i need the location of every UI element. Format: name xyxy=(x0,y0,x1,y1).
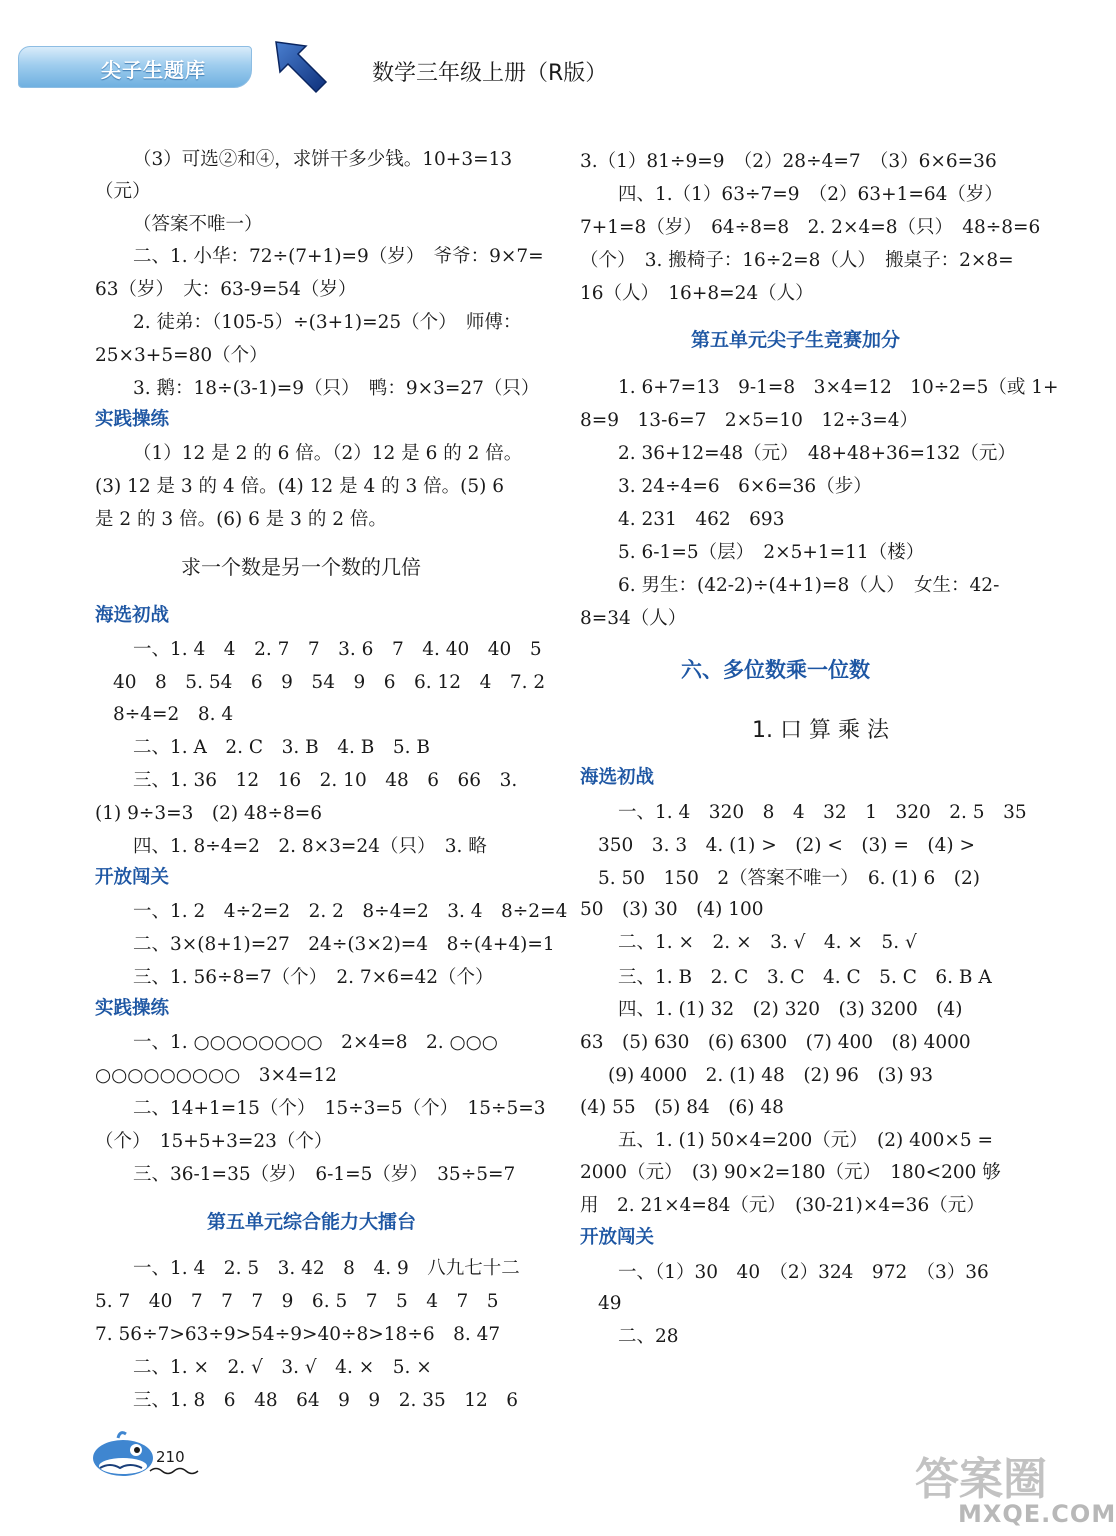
section-heading-practice: 实践操练 xyxy=(95,998,170,1019)
section-heading-practice: 实践操练 xyxy=(95,409,170,430)
answer-line: 三、1. 36 12 16 2. 10 48 6 66 3. xyxy=(133,770,518,791)
answer-line: 三、36-1=35（岁） 6-1=5（岁） 35÷5=7 xyxy=(133,1164,516,1185)
answer-line: 三、1. 56÷8=7（个） 2. 7×6=42（个） xyxy=(133,967,494,988)
answer-line: 一、1. 4 320 8 4 32 1 320 2. 5 35 xyxy=(618,802,1027,823)
answer-line: 二、1. × 2. √ 3. √ 4. × 5. × xyxy=(133,1357,432,1378)
answer-line: 2000（元） (3) 90×2=180（元） 180<200 够 xyxy=(580,1162,1001,1183)
lesson-title: 求一个数是另一个数的几倍 xyxy=(181,555,421,579)
answer-line: （3）可选②和④，求饼干多少钱。10+3=13 xyxy=(133,149,513,170)
answer-line: 一、1. ○○○○○○○○ 2×4=8 2. ○○○ xyxy=(133,1032,498,1053)
section-heading-open: 开放闯关 xyxy=(580,1227,655,1248)
answer-line: （个） 3. 搬椅子：16÷2=8（人） 搬桌子：2×8= xyxy=(580,250,1014,271)
answer-line: 一、（1）30 40 （2）324 972 （3）36 xyxy=(618,1262,989,1283)
answer-line: (1) 9÷3=3 (2) 48÷8=6 xyxy=(95,803,323,824)
answer-line: 三、1. 8 6 48 64 9 9 2. 35 12 6 xyxy=(133,1390,519,1411)
answer-line: 3.（1）81÷9=9 （2）28÷4=7 （3）6×6=36 xyxy=(580,151,997,172)
answer-line: 7+1=8（岁） 64÷8=8 2. 2×4=8（只） 48÷8=6 xyxy=(580,217,1041,238)
answer-line: 二、1. A 2. C 3. B 4. B 5. B xyxy=(133,737,430,758)
answer-line: 四、1. 8÷4=2 2. 8×3=24（只） 3. 略 xyxy=(133,836,487,857)
answer-line: 350 3. 3 4. (1) > (2) < (3) = (4) > xyxy=(598,835,975,856)
answer-line: 8÷4=2 8. 4 xyxy=(113,704,234,725)
answer-line: 一、1. 4 2. 5 3. 42 8 4. 9 八九七十二 xyxy=(133,1258,520,1279)
answer-line: 五、1. (1) 50×4=200（元） (2) 400×5 = xyxy=(618,1130,994,1151)
answer-line: 2. 36+12=48（元） 48+48+36=132（元） xyxy=(618,443,1016,464)
answer-line: 5. 7 40 7 7 7 9 6. 5 7 5 4 7 5 xyxy=(95,1291,499,1312)
answer-line: 63（岁） 大：63-9=54（岁） xyxy=(95,279,357,300)
answer-line: 40 8 5. 54 6 9 54 9 6 6. 12 4 7. 2 xyxy=(113,672,546,693)
lesson-title: 1. 口 算 乘 法 xyxy=(752,718,889,743)
answer-line: 三、1. B 2. C 3. C 4. C 5. C 6. B A xyxy=(618,967,992,988)
answer-line: 一、1. 2 4÷2=2 2. 2 8÷4=2 3. 4 8÷2=4 xyxy=(133,901,568,922)
unit-heading: 第五单元尖子生竞赛加分 xyxy=(691,329,901,351)
answer-line: 是 2 的 3 倍。(6) 6 是 3 的 2 倍。 xyxy=(95,509,387,530)
section-heading-first-round: 海选初战 xyxy=(580,767,655,788)
watermark-url: MXQE.COM xyxy=(958,1500,1116,1528)
answer-line: ○○○○○○○○○ 3×4=12 xyxy=(95,1065,337,1086)
answer-line: 7. 56÷7>63÷9>54÷9>40÷8>18÷6 8. 47 xyxy=(95,1324,501,1345)
answer-line: 二、3×(8+1)=27 24÷(3×2)=4 8÷(4+4)=1 xyxy=(133,934,555,955)
answer-line: (4) 55 (5) 84 (6) 48 xyxy=(580,1097,784,1118)
watermark-logo: 答案圈 xyxy=(915,1454,1047,1505)
answer-line: 8=9 13-6=7 2×5=10 12÷3=4） xyxy=(580,410,919,431)
brand-badge-text: 尖子生题库 xyxy=(101,58,206,82)
answer-line: (3) 12 是 3 的 4 倍。(4) 12 是 4 的 3 倍。(5) 6 xyxy=(95,476,504,497)
answer-line: 二、1. 小华：72÷(7+1)=9（岁） 爷爷：9×7= xyxy=(133,246,544,267)
whale-mascot-icon xyxy=(90,1428,156,1478)
answer-line: 二、1. × 2. × 3. √ 4. × 5. √ xyxy=(618,932,917,953)
page-number: 210 xyxy=(156,1448,185,1466)
answer-line: 63 (5) 630 (6) 6300 (7) 400 (8) 4000 xyxy=(580,1032,971,1053)
answer-line: 3. 鹅：18÷(3-1)=9（只） 鸭：9×3=27（只） xyxy=(133,378,540,399)
answer-line: 四、1.（1）63÷7=9 （2）63+1=64（岁） xyxy=(618,184,1003,205)
answer-line: 16（人） 16+8=24（人） xyxy=(580,283,814,304)
brand-badge xyxy=(18,46,252,88)
answer-line: 25×3+5=80（个） xyxy=(95,345,268,366)
answer-line: 49 xyxy=(598,1293,622,1314)
answer-line: (9) 4000 2. (1) 48 (2) 96 (3) 93 xyxy=(608,1065,934,1086)
answer-line: 二、14+1=15（个） 15÷3=5（个） 15÷5=3 xyxy=(133,1098,546,1119)
answer-line: 1. 6+7=13 9-1=8 3×4=12 10÷2=5（或 1+ xyxy=(618,377,1059,398)
answer-line: 5. 6-1=5（层） 2×5+1=11（楼） xyxy=(618,542,925,563)
answer-line: 8=34（人） xyxy=(580,608,687,629)
answer-line: 3. 24÷4=6 6×6=36（步） xyxy=(618,476,872,497)
answer-line: （个） 15+5+3=23（个） xyxy=(95,1131,333,1152)
answer-line: 50 (3) 30 (4) 100 xyxy=(580,899,764,920)
answer-line: 二、28 xyxy=(618,1326,679,1347)
answer-line: （1）12 是 2 的 6 倍。（2）12 是 6 的 2 倍。 xyxy=(133,443,523,464)
wave-decoration xyxy=(150,1466,200,1476)
arrow-icon xyxy=(270,36,332,98)
answer-line: （答案不唯一） xyxy=(133,214,263,235)
answer-line: 6. 男生：(42-2)÷(4+1)=8（人） 女生：42- xyxy=(618,575,1000,596)
answer-line: 一、1. 4 4 2. 7 7 3. 6 7 4. 40 40 5 xyxy=(133,639,542,660)
section-heading-first-round: 海选初战 xyxy=(95,605,170,626)
answer-line: （元） xyxy=(95,181,151,202)
unit-heading: 第五单元综合能力大擂台 xyxy=(207,1211,417,1233)
section-heading-open: 开放闯关 xyxy=(95,867,170,888)
answer-line: 5. 50 150 2（答案不唯一） 6. (1) 6 (2) xyxy=(598,868,980,889)
answer-line: 2. 徒弟：（105-5）÷(3+1)=25（个） 师傅： xyxy=(133,312,522,333)
answer-line: 4. 231 462 693 xyxy=(618,509,785,530)
book-title: 数学三年级上册（R版） xyxy=(372,61,608,86)
answer-line: 四、1. (1) 32 (2) 320 (3) 3200 (4) xyxy=(618,999,963,1020)
chapter-heading: 六、多位数乘一位数 xyxy=(681,658,870,682)
answer-line: 用 2. 21×4=84（元） (30-21)×4=36（元） xyxy=(580,1195,985,1216)
